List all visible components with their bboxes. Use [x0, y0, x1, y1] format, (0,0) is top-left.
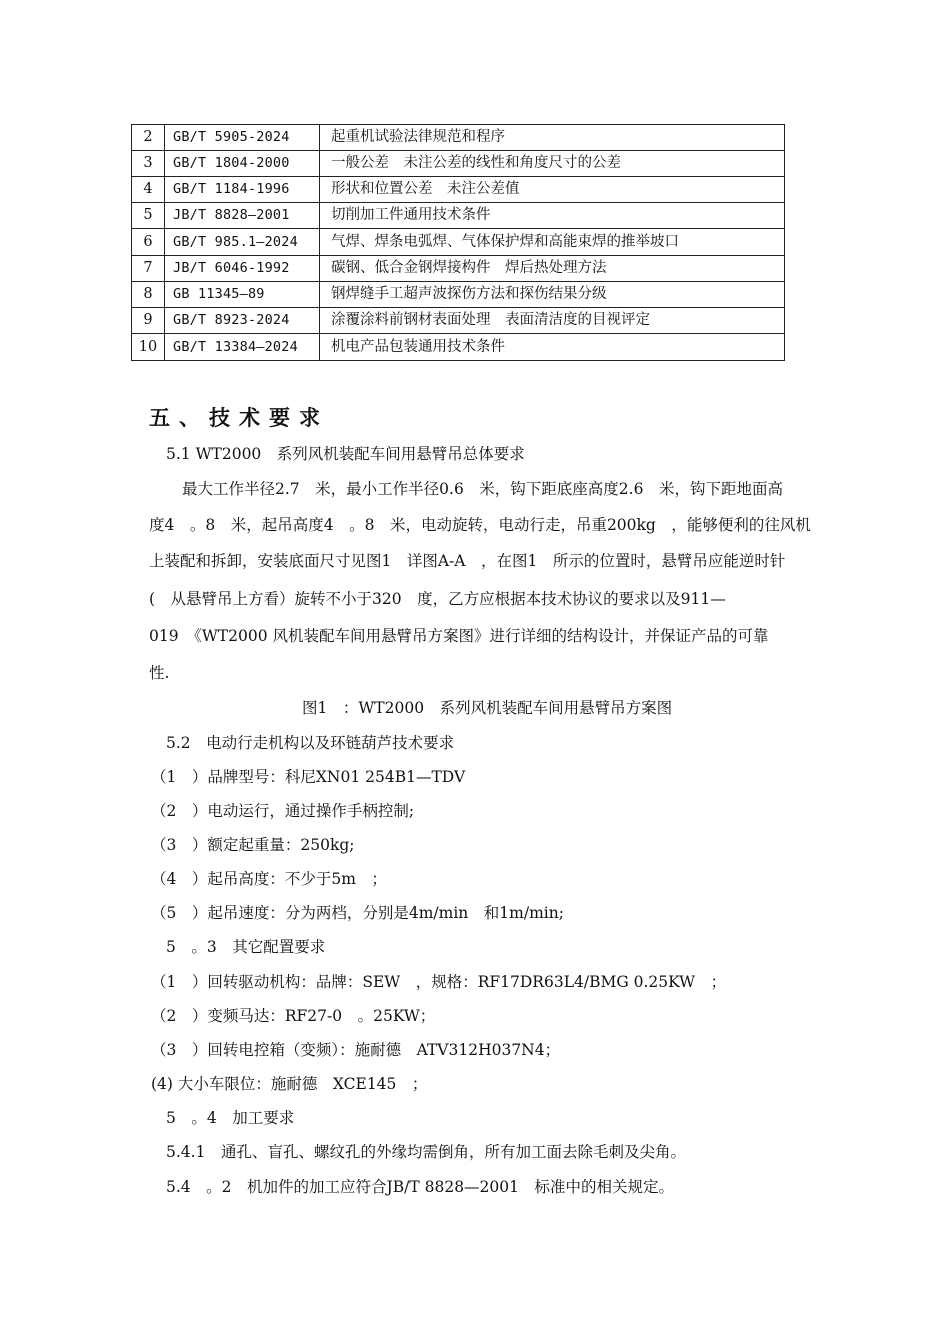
standard-title: 碳钢、低合金钢焊接构件 焊后热处理方法: [320, 256, 785, 282]
row-number: 9: [132, 308, 165, 334]
table-row: [132, 125, 785, 151]
row-number: 4: [132, 177, 165, 203]
standards-table: [131, 124, 785, 361]
body-line: 度4 。8 米，起吊高度4 。8 米，电动旋转，电动行走，吊重200kg ，能够便利的往风机: [149, 516, 811, 534]
standard-code: GB/T 1184-1996: [165, 177, 320, 203]
list-item: （3 ）额定起重量：250kg;: [151, 836, 355, 854]
row-number: 3: [132, 151, 165, 177]
standard-title: 涂覆涂料前钢材表面处理 表面清洁度的目视评定: [320, 308, 785, 334]
row-number: 7: [132, 256, 165, 282]
standard-title: 切削加工件通用技术条件: [320, 203, 785, 229]
standard-code: JB/T 6046-1992: [165, 256, 320, 282]
standard-title: 起重机试验法律规范和程序: [320, 125, 785, 151]
table-row: [132, 151, 785, 177]
subsection-title: 5.1 WT2000 系列风机装配车间用悬臂吊总体要求: [166, 445, 525, 463]
standard-title: 形状和位置公差 未注公差值: [320, 177, 785, 203]
standard-code: GB/T 5905-2024: [165, 125, 320, 151]
row-number: 2: [132, 125, 165, 151]
subsection-title: 5 。3 其它配置要求: [166, 938, 326, 956]
row-number: 10: [132, 334, 165, 361]
standard-title: 机电产品包装通用技术条件: [320, 334, 785, 361]
table-row: [132, 177, 785, 203]
table-row: [132, 256, 785, 282]
body-line: 5.4.1 通孔、盲孔、螺纹孔的外缘均需倒角，所有加工面去除毛刺及尖角。: [166, 1143, 686, 1161]
list-item: （3 ）回转电控箱（变频）：施耐德 ATV312H037N4；: [151, 1041, 561, 1059]
body-line: ( 从悬臂吊上方看）旋转不小于320 度，乙方应根据本技术协议的要求以及911—: [149, 590, 726, 608]
standard-title: 一般公差 未注公差的线性和角度尺寸的公差: [320, 151, 785, 177]
standard-code: GB/T 1804-2000: [165, 151, 320, 177]
table-row: [132, 229, 785, 256]
list-item: (4) 大小车限位：施耐德 XCE145 ；: [151, 1075, 428, 1093]
figure-caption: 图1 ：WT2000 系列风机装配车间用悬臂吊方案图: [302, 699, 673, 717]
row-number: 6: [132, 229, 165, 256]
standard-code: GB/T 8923-2024: [165, 308, 320, 334]
subsection-title: 5.2 电动行走机构以及环链葫芦技术要求: [166, 734, 455, 752]
list-item: （2 ）变频马达：RF27-0 。25KW；: [151, 1007, 436, 1025]
subsection-title: 5 。4 加工要求: [166, 1109, 295, 1127]
list-item: （1 ）品牌型号：科尼XN01 254B1—TDV: [151, 768, 466, 786]
table-row: [132, 334, 785, 361]
standard-title: 钢焊缝手工超声波探伤方法和探伤结果分级: [320, 282, 785, 308]
body-line: 最大工作半径2.7 米，最小工作半径0.6 米，钩下距底座高度2.6 米，钩下距地面高: [182, 480, 783, 498]
list-item: （2 ）电动运行，通过操作手柄控制;: [151, 802, 415, 820]
body-line: 上装配和拆卸，安装底面尺寸见图1 详图A-A ，在图1 所示的位置时，悬臂吊应能逆时针: [149, 552, 786, 570]
list-item: （5 ）起吊速度：分为两档，分别是4m/min 和1m/min;: [151, 904, 564, 922]
row-number: 8: [132, 282, 165, 308]
standard-code: JB/T 8828—2001: [165, 203, 320, 229]
standard-code: GB 11345—89: [165, 282, 320, 308]
standard-title: 气焊、焊条电弧焊、气体保护焊和高能束焊的推举坡口: [320, 229, 785, 256]
list-item: （1 ）回转驱动机构：品牌：SEW ，规格：RF17DR63L4/BMG 0.25KW ；: [151, 973, 727, 991]
list-item: （4 ）起吊高度：不少于5m ；: [151, 870, 387, 888]
row-number: 5: [132, 203, 165, 229]
body-line: 019 《WT2000 风机装配车间用悬臂吊方案图》进行详细的结构设计，并保证产品的可靠: [149, 627, 769, 645]
table-row: [132, 282, 785, 308]
standard-code: GB/T 985.1—2024: [165, 229, 320, 256]
table-row: [132, 203, 785, 229]
table-row: [132, 308, 785, 334]
standard-code: GB/T 13384—2024: [165, 334, 320, 361]
body-line: 5.4 。2 机加件的加工应符合JB/T 8828—2001 标准中的相关规定。: [166, 1178, 674, 1196]
section-heading: 五、技术要求: [149, 405, 329, 430]
body-line: 性.: [149, 664, 170, 682]
